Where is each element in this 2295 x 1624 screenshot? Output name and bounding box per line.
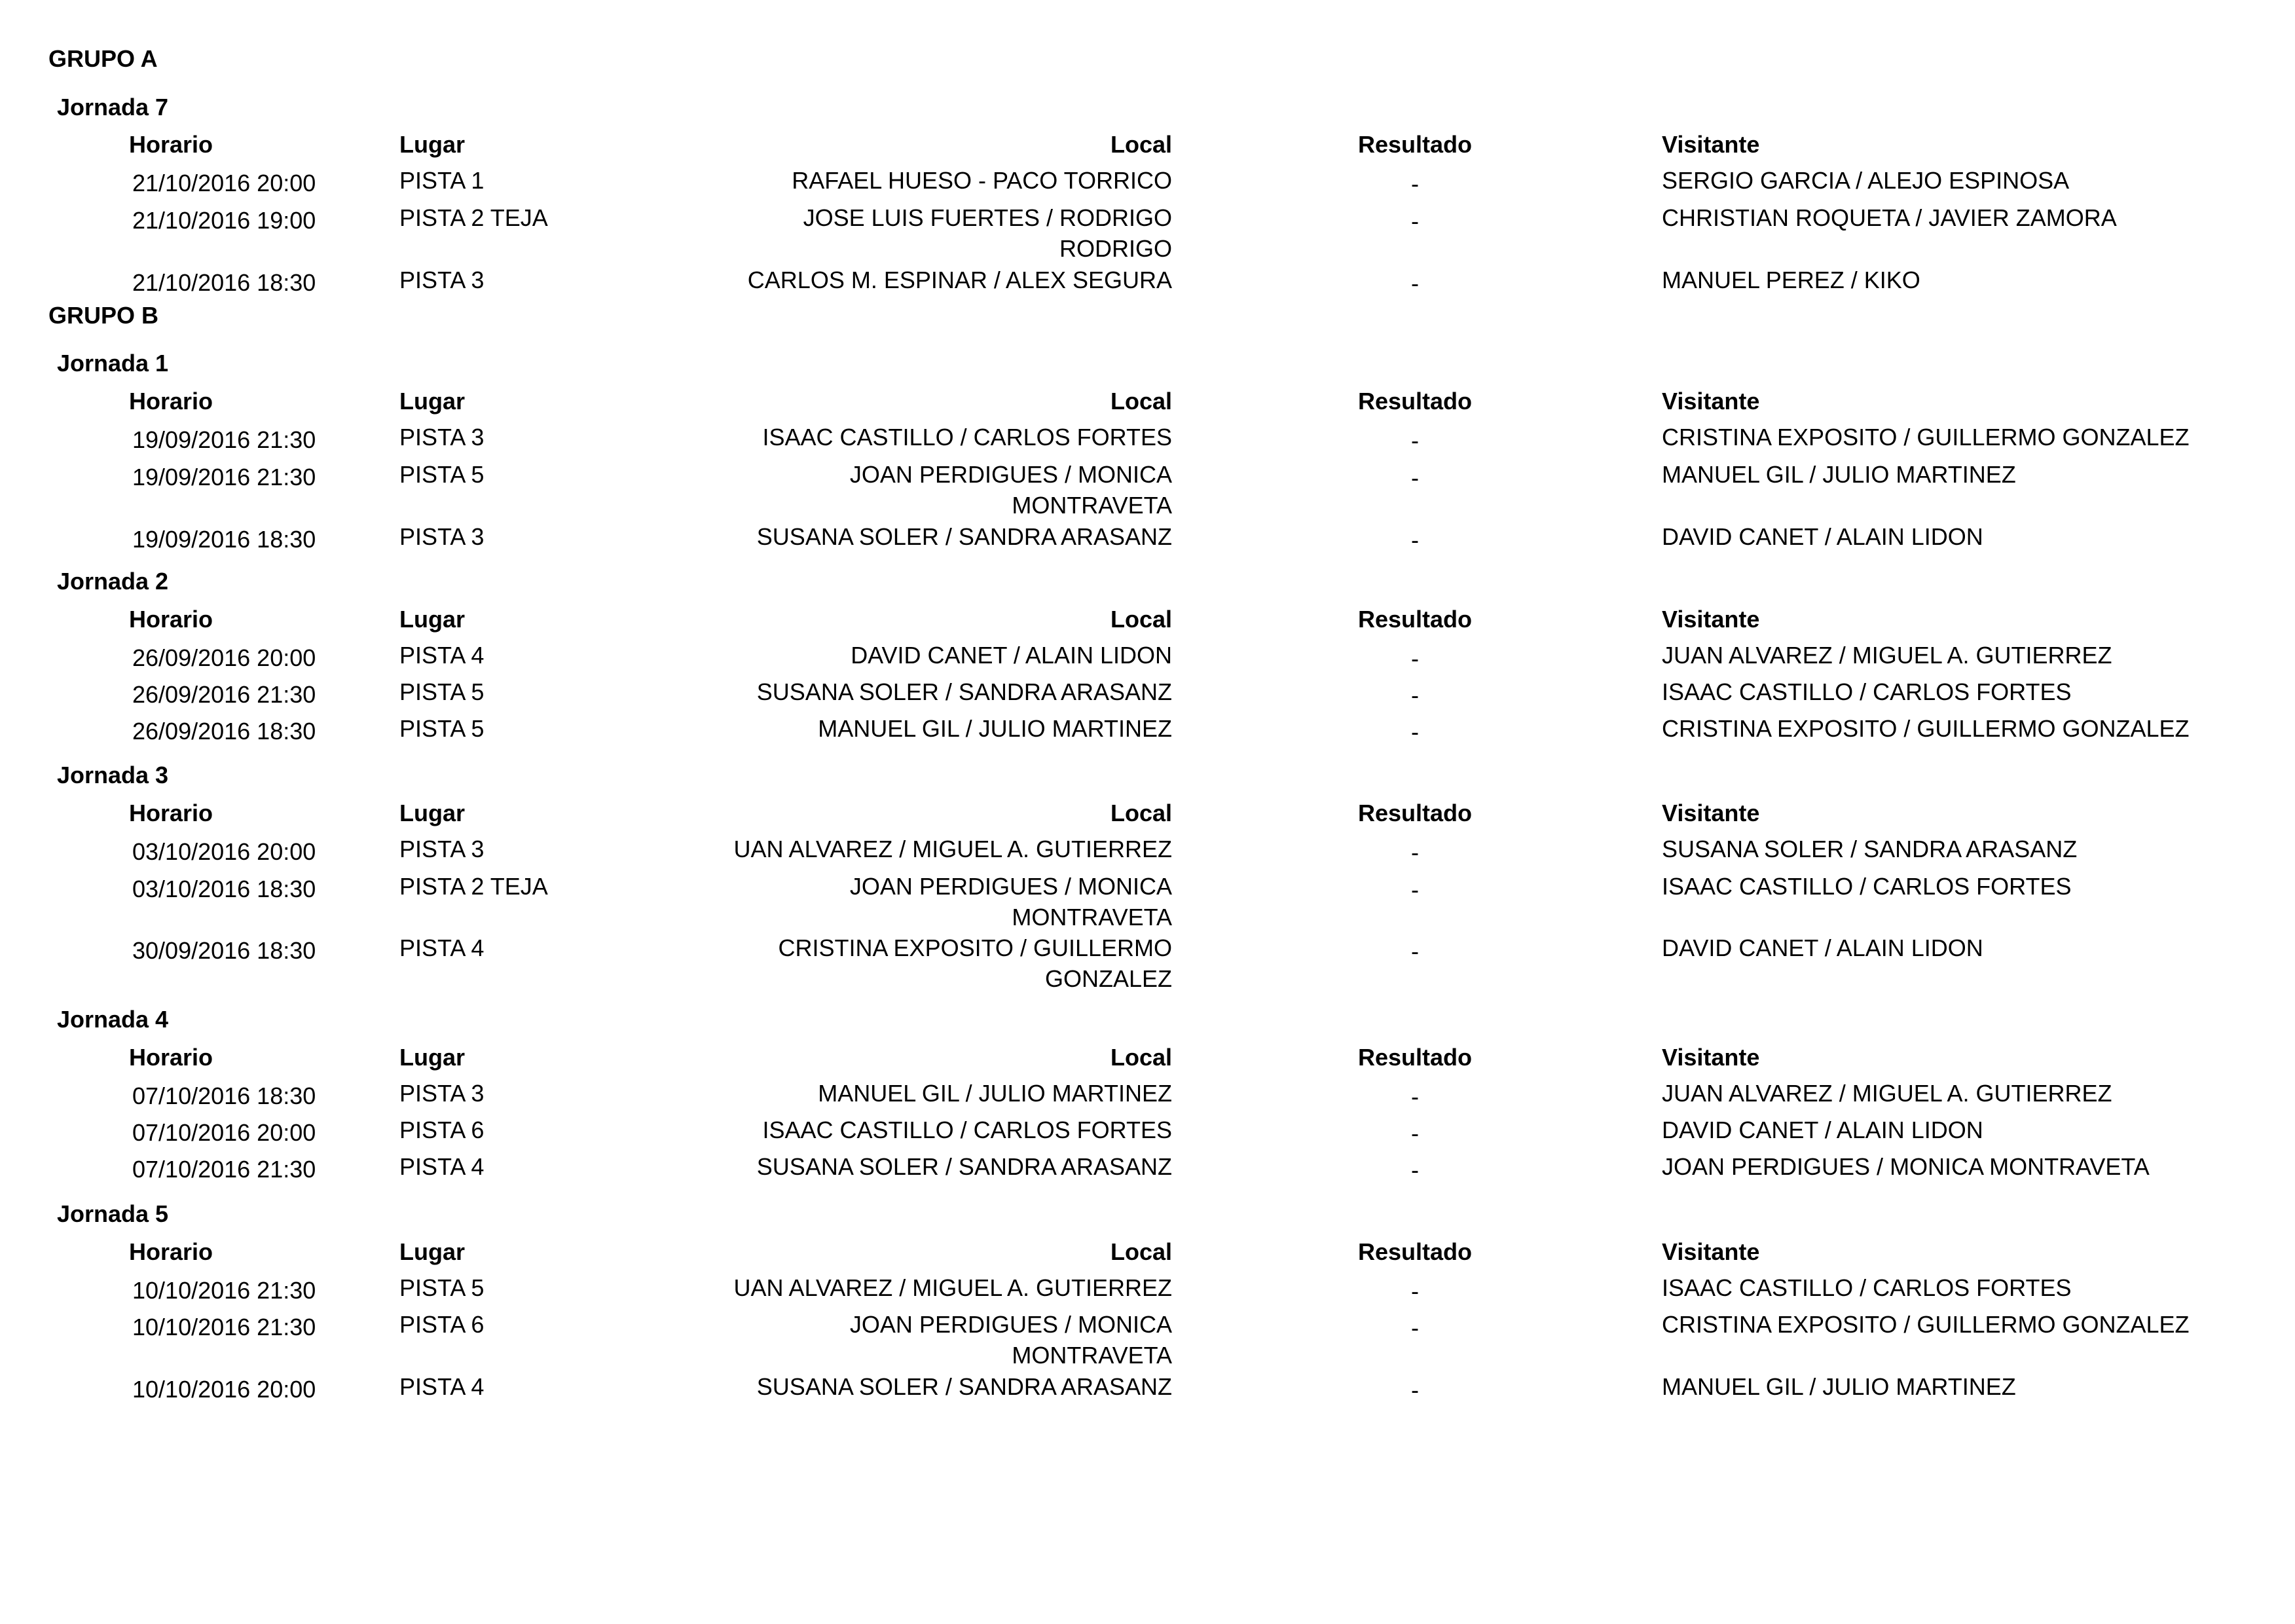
match-resultado: - xyxy=(1411,526,1419,553)
match-horario: 03/10/2016 18:30 xyxy=(132,876,316,902)
jornada-title: Jornada 7 xyxy=(57,94,169,120)
jornada-title: Jornada 3 xyxy=(57,762,169,788)
match-resultado: - xyxy=(1411,270,1419,297)
match-horario: 19/09/2016 18:30 xyxy=(132,526,316,553)
jornada-title: Jornada 4 xyxy=(57,1006,169,1033)
header-resultado: Resultado xyxy=(1357,131,1473,158)
match-local: MONTRAVETA xyxy=(1012,1342,1172,1369)
match-lugar: PISTA 4 xyxy=(399,1373,485,1400)
group-title: GRUPO A xyxy=(48,45,158,72)
match-resultado: - xyxy=(1411,876,1419,903)
match-horario: 07/10/2016 20:00 xyxy=(132,1119,316,1146)
match-local: JOAN PERDIGUES / MONICA xyxy=(849,461,1172,488)
match-visitante: DAVID CANET / ALAIN LIDON xyxy=(1662,1116,1983,1143)
match-horario: 10/10/2016 21:30 xyxy=(132,1314,316,1340)
header-visitante: Visitante xyxy=(1662,388,1760,415)
match-horario: 07/10/2016 21:30 xyxy=(132,1156,316,1183)
header-local: Local xyxy=(1110,800,1172,826)
header-resultado: Resultado xyxy=(1357,1044,1473,1071)
match-visitante: ISAAC CASTILLO / CARLOS FORTES xyxy=(1662,1274,2072,1301)
match-resultado: - xyxy=(1411,170,1419,197)
match-local: JOSE LUIS FUERTES / RODRIGO xyxy=(803,204,1172,231)
match-resultado: - xyxy=(1411,1120,1419,1147)
header-lugar: Lugar xyxy=(399,1238,466,1265)
match-local: UAN ALVAREZ / MIGUEL A. GUTIERREZ xyxy=(733,1274,1172,1301)
match-horario: 19/09/2016 21:30 xyxy=(132,426,316,453)
match-resultado: - xyxy=(1411,427,1419,454)
header-visitante: Visitante xyxy=(1662,800,1760,826)
match-resultado: - xyxy=(1411,1314,1419,1341)
match-resultado: - xyxy=(1411,464,1419,491)
match-horario: 30/09/2016 18:30 xyxy=(132,937,316,964)
header-visitante: Visitante xyxy=(1662,131,1760,158)
match-horario: 26/09/2016 18:30 xyxy=(132,718,316,745)
match-horario: 10/10/2016 20:00 xyxy=(132,1376,316,1403)
match-local: SUSANA SOLER / SANDRA ARASANZ xyxy=(756,523,1172,550)
match-lugar: PISTA 1 xyxy=(399,167,485,194)
match-horario: 10/10/2016 21:30 xyxy=(132,1277,316,1304)
match-visitante: CRISTINA EXPOSITO / GUILLERMO GONZALEZ xyxy=(1662,424,2190,451)
match-horario: 07/10/2016 18:30 xyxy=(132,1082,316,1109)
header-horario: Horario xyxy=(129,606,213,633)
match-local: MONTRAVETA xyxy=(1012,492,1172,519)
match-visitante: DAVID CANET / ALAIN LIDON xyxy=(1662,934,1983,961)
match-horario: 03/10/2016 20:00 xyxy=(132,838,316,865)
match-visitante: MANUEL GIL / JULIO MARTINEZ xyxy=(1662,461,2016,488)
header-lugar: Lugar xyxy=(399,800,466,826)
match-local: JOAN PERDIGUES / MONICA xyxy=(849,1311,1172,1338)
match-local: SUSANA SOLER / SANDRA ARASANZ xyxy=(756,1373,1172,1400)
match-lugar: PISTA 3 xyxy=(399,424,485,451)
match-resultado: - xyxy=(1411,645,1419,672)
match-lugar: PISTA 5 xyxy=(399,461,485,488)
match-horario: 26/09/2016 20:00 xyxy=(132,644,316,671)
match-resultado: - xyxy=(1411,1376,1419,1403)
match-local: ISAAC CASTILLO / CARLOS FORTES xyxy=(762,1116,1172,1143)
match-lugar: PISTA 4 xyxy=(399,934,485,961)
match-local: DAVID CANET / ALAIN LIDON xyxy=(851,642,1172,669)
match-visitante: CHRISTIAN ROQUETA / JAVIER ZAMORA xyxy=(1662,204,2117,231)
match-visitante: JUAN ALVAREZ / MIGUEL A. GUTIERREZ xyxy=(1662,1080,2112,1107)
match-horario: 21/10/2016 20:00 xyxy=(132,170,316,196)
header-local: Local xyxy=(1110,1238,1172,1265)
match-resultado: - xyxy=(1411,1083,1419,1110)
match-local: UAN ALVAREZ / MIGUEL A. GUTIERREZ xyxy=(733,836,1172,862)
match-resultado: - xyxy=(1411,208,1419,234)
header-lugar: Lugar xyxy=(399,131,466,158)
header-resultado: Resultado xyxy=(1357,606,1473,633)
match-resultado: - xyxy=(1411,718,1419,745)
match-local: SUSANA SOLER / SANDRA ARASANZ xyxy=(756,1153,1172,1180)
match-visitante: ISAAC CASTILLO / CARLOS FORTES xyxy=(1662,873,2072,900)
match-resultado: - xyxy=(1411,1278,1419,1304)
match-visitante: CRISTINA EXPOSITO / GUILLERMO GONZALEZ xyxy=(1662,715,2190,742)
header-resultado: Resultado xyxy=(1357,800,1473,826)
header-horario: Horario xyxy=(129,1238,213,1265)
match-local: CRISTINA EXPOSITO / GUILLERMO xyxy=(778,934,1172,961)
header-local: Local xyxy=(1110,131,1172,158)
match-lugar: PISTA 3 xyxy=(399,1080,485,1107)
match-visitante: MANUEL GIL / JULIO MARTINEZ xyxy=(1662,1373,2016,1400)
match-lugar: PISTA 3 xyxy=(399,836,485,862)
match-lugar: PISTA 2 TEJA xyxy=(399,204,548,231)
header-visitante: Visitante xyxy=(1662,1044,1760,1071)
match-resultado: - xyxy=(1411,839,1419,866)
match-visitante: SERGIO GARCIA / ALEJO ESPINOSA xyxy=(1662,167,2070,194)
match-lugar: PISTA 5 xyxy=(399,1274,485,1301)
header-resultado: Resultado xyxy=(1357,388,1473,415)
header-local: Local xyxy=(1110,606,1172,633)
match-local: MANUEL GIL / JULIO MARTINEZ xyxy=(818,715,1172,742)
header-horario: Horario xyxy=(129,388,213,415)
match-local: MONTRAVETA xyxy=(1012,904,1172,931)
jornada-title: Jornada 5 xyxy=(57,1200,169,1227)
match-lugar: PISTA 3 xyxy=(399,523,485,550)
match-visitante: ISAAC CASTILLO / CARLOS FORTES xyxy=(1662,678,2072,705)
match-horario: 21/10/2016 19:00 xyxy=(132,207,316,234)
jornada-title: Jornada 2 xyxy=(57,568,169,595)
header-lugar: Lugar xyxy=(399,388,466,415)
header-local: Local xyxy=(1110,1044,1172,1071)
header-visitante: Visitante xyxy=(1662,1238,1760,1265)
match-visitante: JOAN PERDIGUES / MONICA MONTRAVETA xyxy=(1662,1153,2150,1180)
match-lugar: PISTA 6 xyxy=(399,1116,485,1143)
match-horario: 21/10/2016 18:30 xyxy=(132,269,316,296)
match-visitante: DAVID CANET / ALAIN LIDON xyxy=(1662,523,1983,550)
match-local: ISAAC CASTILLO / CARLOS FORTES xyxy=(762,424,1172,451)
header-local: Local xyxy=(1110,388,1172,415)
match-resultado: - xyxy=(1411,682,1419,709)
match-resultado: - xyxy=(1411,938,1419,965)
match-local: MANUEL GIL / JULIO MARTINEZ xyxy=(818,1080,1172,1107)
match-visitante: CRISTINA EXPOSITO / GUILLERMO GONZALEZ xyxy=(1662,1311,2190,1338)
header-visitante: Visitante xyxy=(1662,606,1760,633)
jornada-title: Jornada 1 xyxy=(57,350,169,377)
header-horario: Horario xyxy=(129,800,213,826)
match-local: GONZALEZ xyxy=(1044,965,1172,992)
match-lugar: PISTA 4 xyxy=(399,1153,485,1180)
header-lugar: Lugar xyxy=(399,606,466,633)
match-lugar: PISTA 5 xyxy=(399,678,485,705)
match-resultado: - xyxy=(1411,1156,1419,1183)
match-lugar: PISTA 3 xyxy=(399,267,485,293)
header-horario: Horario xyxy=(129,131,213,158)
match-local: RAFAEL HUESO - PACO TORRICO xyxy=(792,167,1172,194)
match-horario: 19/09/2016 21:30 xyxy=(132,464,316,490)
match-lugar: PISTA 2 TEJA xyxy=(399,873,548,900)
match-local: CARLOS M. ESPINAR / ALEX SEGURA xyxy=(747,267,1172,293)
match-local: RODRIGO xyxy=(1059,235,1172,262)
match-visitante: JUAN ALVAREZ / MIGUEL A. GUTIERREZ xyxy=(1662,642,2112,669)
header-horario: Horario xyxy=(129,1044,213,1071)
match-local: JOAN PERDIGUES / MONICA xyxy=(849,873,1172,900)
match-local: SUSANA SOLER / SANDRA ARASANZ xyxy=(756,678,1172,705)
match-visitante: SUSANA SOLER / SANDRA ARASANZ xyxy=(1662,836,2078,862)
group-title: GRUPO B xyxy=(48,302,159,329)
match-lugar: PISTA 4 xyxy=(399,642,485,669)
match-visitante: MANUEL PEREZ / KIKO xyxy=(1662,267,1920,293)
match-horario: 26/09/2016 21:30 xyxy=(132,681,316,708)
match-lugar: PISTA 5 xyxy=(399,715,485,742)
header-resultado: Resultado xyxy=(1357,1238,1473,1265)
match-lugar: PISTA 6 xyxy=(399,1311,485,1338)
header-lugar: Lugar xyxy=(399,1044,466,1071)
